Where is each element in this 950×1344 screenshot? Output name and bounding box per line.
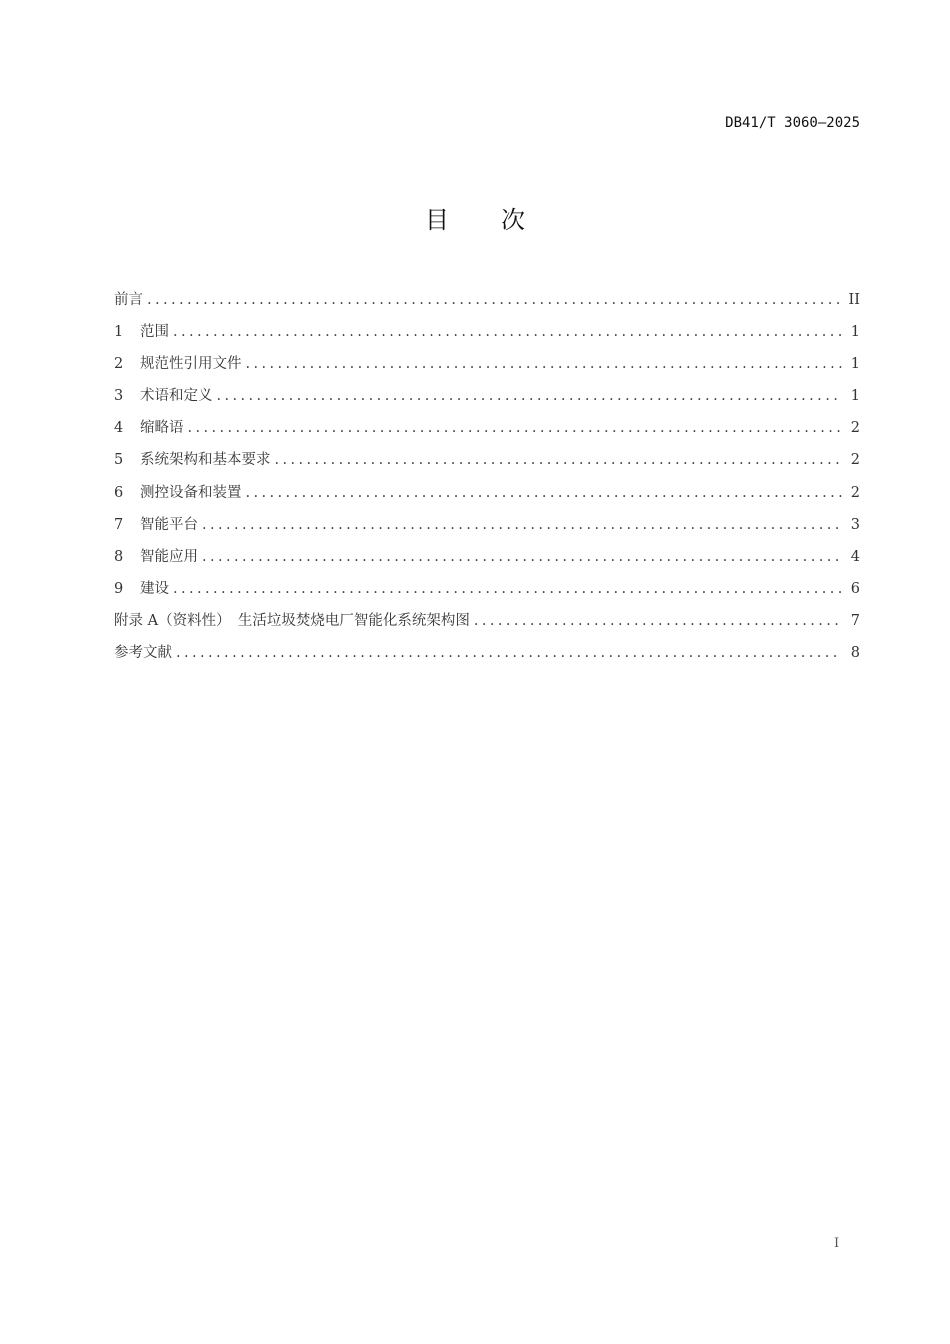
toc-entry-6[interactable] bbox=[114, 481, 860, 513]
toc-leader-dots bbox=[173, 581, 842, 597]
toc-leader-dots bbox=[246, 356, 843, 372]
toc-page: 4 bbox=[850, 548, 860, 565]
toc-label: 智能应用 bbox=[140, 548, 198, 565]
toc-label: 系统架构和基本要求 bbox=[140, 452, 271, 469]
page-number: I bbox=[834, 1236, 840, 1251]
toc-label: 缩略语 bbox=[140, 420, 184, 437]
toc-entry-foreword[interactable] bbox=[114, 288, 860, 320]
toc-num: 9 bbox=[114, 580, 124, 597]
toc-leader-dots bbox=[275, 452, 843, 468]
toc-num: 1 bbox=[114, 324, 124, 341]
toc-entry-2[interactable] bbox=[114, 352, 860, 384]
toc-entry-5[interactable] bbox=[114, 448, 860, 480]
toc-label: 术语和定义 bbox=[140, 388, 213, 405]
toc-leader-dots bbox=[147, 292, 842, 308]
toc-label: 范围 bbox=[140, 324, 169, 341]
toc-num: 5 bbox=[114, 452, 124, 469]
toc-leader-dots bbox=[188, 420, 843, 436]
toc-page: 2 bbox=[850, 420, 860, 437]
toc-page: 7 bbox=[850, 612, 860, 629]
toc-page: 2 bbox=[850, 484, 860, 501]
toc-leader-dots bbox=[202, 517, 842, 533]
toc-label: 规范性引用文件 bbox=[140, 356, 242, 373]
toc-num: 4 bbox=[114, 420, 124, 437]
toc-leader-dots bbox=[217, 388, 843, 404]
toc-entry-appendix-a[interactable] bbox=[114, 609, 860, 641]
toc-leader-dots bbox=[474, 613, 842, 629]
toc-leader-dots bbox=[176, 645, 842, 661]
title-char-1: 目 bbox=[425, 206, 449, 234]
standard-code: DB41/T 3060—2025 bbox=[725, 115, 860, 131]
toc-page: 1 bbox=[850, 388, 860, 405]
toc-label: 前言 bbox=[114, 292, 143, 308]
table-of-contents bbox=[114, 288, 860, 673]
title-char-2: 次 bbox=[501, 206, 525, 234]
toc-label: 建设 bbox=[140, 580, 169, 597]
toc-entry-4[interactable] bbox=[114, 416, 860, 448]
toc-entry-7[interactable] bbox=[114, 513, 860, 545]
toc-label: 测控设备和装置 bbox=[140, 484, 242, 501]
toc-leader-dots bbox=[246, 485, 843, 501]
toc-page: 6 bbox=[850, 580, 860, 597]
toc-page: II bbox=[848, 292, 860, 308]
toc-num: 8 bbox=[114, 548, 124, 565]
toc-num: 6 bbox=[114, 484, 124, 501]
toc-leader-dots bbox=[173, 324, 842, 340]
toc-entry-bibliography[interactable] bbox=[114, 641, 860, 673]
toc-num: 3 bbox=[114, 388, 124, 405]
toc-num: 2 bbox=[114, 356, 124, 373]
toc-leader-dots bbox=[202, 549, 842, 565]
toc-entry-3[interactable] bbox=[114, 384, 860, 416]
toc-page: 8 bbox=[850, 645, 860, 662]
toc-page: 1 bbox=[850, 324, 860, 341]
toc-label: 参考文献 bbox=[114, 645, 172, 662]
toc-label: 附录 A（资料性） 生活垃圾焚烧电厂智能化系统架构图 bbox=[114, 612, 470, 629]
toc-page: 1 bbox=[850, 356, 860, 373]
toc-entry-8[interactable] bbox=[114, 545, 860, 577]
toc-page: 2 bbox=[850, 452, 860, 469]
toc-page: 3 bbox=[850, 516, 860, 533]
toc-entry-1[interactable] bbox=[114, 320, 860, 352]
page-title bbox=[0, 200, 950, 235]
toc-label: 智能平台 bbox=[140, 516, 198, 533]
toc-num: 7 bbox=[114, 516, 124, 533]
toc-entry-9[interactable] bbox=[114, 577, 860, 609]
